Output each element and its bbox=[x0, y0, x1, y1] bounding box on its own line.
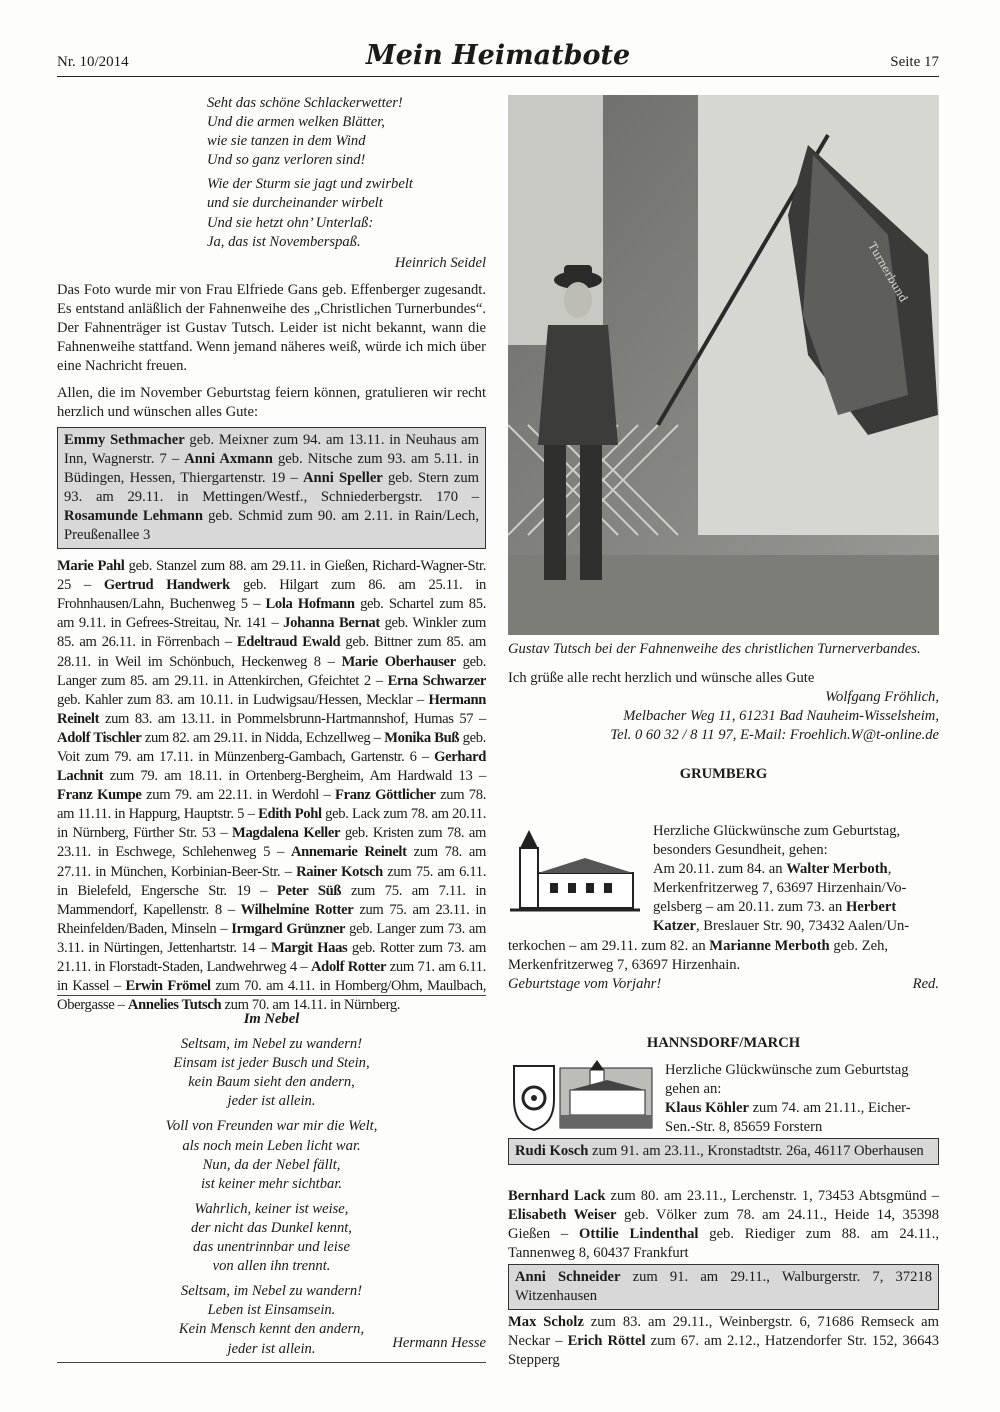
sign-contact: Tel. 0 60 32 / 8 11 97, E-Mail: Froehlich.W@t-online.de bbox=[610, 727, 939, 744]
poem-line: ist keiner mehr sichtbar. bbox=[200, 1175, 343, 1192]
person-details: geb. Schartel zum 85. am 9.11. in Gefrees-Streitau, Nr. 141 – bbox=[57, 596, 487, 632]
person-name: Edeltraud Ewald bbox=[236, 634, 341, 651]
historic-photo bbox=[508, 95, 939, 635]
person-details: zum 83. am 13.11. in Pommelsbrunn-Hartmannshof, Humas 57 – bbox=[99, 710, 486, 727]
poem-line: jeder ist allein. bbox=[227, 1340, 316, 1357]
grumberg-line bbox=[653, 917, 939, 936]
sign-name: Wolfgang Fröhlich, bbox=[825, 689, 939, 706]
divider bbox=[57, 995, 486, 996]
highlight-box-birthdays bbox=[57, 427, 486, 550]
poem-line: Voll von Freunden war mir die Welt, bbox=[165, 1118, 378, 1135]
poem-line: Ja, das ist Novemberspaß. bbox=[207, 233, 361, 250]
person-details: zum 75. am 23.11. in Rheinfelden/Baden, Minseln – bbox=[57, 901, 486, 937]
hannsdorf-emblem bbox=[510, 1060, 655, 1132]
hannsdorf-line: gehen an: bbox=[665, 1081, 722, 1098]
person-details: zum 70. am 14.11. in Nürnberg. bbox=[221, 997, 401, 1014]
poem-line: Seltsam, im Nebel zu wandern! bbox=[180, 1283, 363, 1300]
poem-line: wie sie tanzen in dem Wind bbox=[207, 133, 366, 150]
grumberg-note: Geburtstage vom Vorjahr! bbox=[508, 976, 662, 993]
hannsdorf-line: Herzliche Glückwünsche zum Geburtstag bbox=[665, 1062, 909, 1078]
poem-line: jeder ist allein. bbox=[227, 1093, 316, 1110]
newspaper-logo: Mein Heimatbote bbox=[365, 40, 631, 71]
grumberg-line: Merkenfritzerweg 7, 63697 Hirzenhain/Vo- bbox=[653, 880, 907, 897]
person-name: Peter Süß bbox=[276, 882, 342, 899]
person-name: Rudi Kosch bbox=[515, 1143, 589, 1159]
person-details: geb. Langer zum 73. am 3.11. in Nürtingen, Jettenhartstr. 14 – bbox=[57, 920, 486, 956]
sign-greeting: Ich grüße alle recht herzlich und wünsche alles Gute bbox=[508, 670, 815, 687]
issue-number: Nr. 10/2014 bbox=[57, 54, 129, 70]
person-details: geb. Stanzel zum 88. am 29.11. in Gießen, Richard-Wagner-Str. 25 – bbox=[57, 558, 486, 594]
grumberg-line: besonders Gesundheit, gehen: bbox=[653, 842, 828, 859]
person-details: geb. Kristen zum 78. am 23.11. in Eschwege, Schlehenweg 5 – bbox=[57, 825, 486, 861]
person-name: Annemarie Reinelt bbox=[290, 844, 407, 861]
highlight-box-schneider bbox=[508, 1264, 939, 1310]
poem-im-nebel bbox=[57, 1010, 486, 1359]
person-name: Erna Schwarzer bbox=[387, 672, 486, 689]
grumberg-line: Herzliche Glückwünsche zum Geburtstag, bbox=[653, 823, 901, 839]
person-name: Anni Schneider bbox=[515, 1269, 621, 1285]
poem-line: Einsam ist jeder Busch und Stein, bbox=[173, 1055, 370, 1072]
text: terkochen – am 29.11. zum 82. an bbox=[508, 938, 710, 954]
person-name: Margit Haas bbox=[271, 939, 348, 956]
grumberg-line: Merkenfritzerweg 7, 63697 Hirzenhain. bbox=[508, 957, 741, 974]
page-number: Seite 17 bbox=[890, 54, 939, 70]
grumberg-line bbox=[653, 898, 939, 917]
person-details: zum 78. am 27.11. in München, Korbinian-Beer-Str. – bbox=[57, 844, 486, 880]
person-name: Emmy Sethmacher bbox=[64, 431, 185, 448]
person-name: Marie Pahl bbox=[57, 558, 125, 575]
person-name: Walter Merboth bbox=[786, 861, 888, 878]
poem-line: das unentrinnbar und leise bbox=[193, 1239, 350, 1256]
person-name: Bernhard Lack bbox=[508, 1188, 606, 1204]
text: geb. Zeh, bbox=[829, 938, 889, 954]
poem-line: als noch mein Leben licht war. bbox=[182, 1137, 361, 1154]
person-details: zum 91. am 29.11., Walburgerstr. 7, 37218 Witzenhausen bbox=[515, 1269, 933, 1305]
person-name: Edith Pohl bbox=[258, 806, 322, 823]
left-column bbox=[57, 94, 486, 1015]
poem-author: Heinrich Seidel bbox=[394, 254, 486, 271]
poem-line: kein Baum sieht den andern, bbox=[188, 1074, 355, 1091]
birthday-list bbox=[57, 557, 486, 1015]
flag-inscription: Turnerbund bbox=[865, 240, 911, 305]
person-name: Klaus Köhler bbox=[665, 1100, 749, 1117]
person-details: geb. Voit zum 79. am 17.11. in Münzenberg-Gambach, Gartenstr. 6 – bbox=[57, 729, 486, 765]
person-name: Marie Oberhauser bbox=[341, 653, 456, 670]
editor-mark: Red. bbox=[912, 976, 939, 993]
person-details: zum 79. am 18.11. in Ortenberg-Bergheim, Am Hardwald 13 – bbox=[103, 768, 486, 785]
photo-illustration bbox=[508, 95, 939, 635]
birthday-greeting: Allen, die im November Geburtstag feiern können, gratulieren wir recht herzlich und wünschen alles Gute: bbox=[57, 385, 486, 421]
person-name: Anni Axmann bbox=[184, 450, 273, 467]
photo-note: Das Foto wurde mir von Frau Elfriede Gans geb. Effenberger zugesandt. Es entstand anläßlich der Fahnenweihe des „Christlichen Turnerbundes“. Der Fahnenträger ist Gustav Tutsch. Leider ist nicht bekannt, wann die Fahnenweihe stattfand. Wenn jemand näheres weiß, würde ich mich über eine Nachricht freuen. bbox=[57, 281, 486, 375]
poem-november bbox=[57, 94, 486, 252]
text: Am 20.11. zum 84. an bbox=[653, 861, 787, 878]
poem-line: Nun, da der Nebel fällt, bbox=[202, 1156, 341, 1173]
person-name: Hermann Reinelt bbox=[57, 691, 486, 727]
birthday-list-3 bbox=[508, 1313, 939, 1370]
person-details: geb. Kahler zum 83. am 10.11. in Ludwigsau/Hessen, Mecklar – bbox=[57, 691, 429, 708]
poem-line: Wahrlich, keiner ist weise, bbox=[194, 1200, 349, 1217]
person-name: Gerhard Lachnit bbox=[57, 749, 486, 785]
grumberg-line bbox=[508, 937, 939, 956]
person-name: Magdalena Keller bbox=[232, 825, 341, 842]
person-details: geb. Hilgart zum 86. am 25.11. in Frohnhausen/Lahn, Buchenweg 5 – bbox=[57, 577, 486, 613]
person-details: zum 80. am 23.11., Lerchenstr. 1, 73453 Abtsgmünd – bbox=[605, 1188, 940, 1204]
person-details: geb. Riediger zum 88. am 24.11., Tannenweg 8, 60437 Frankfurt bbox=[508, 1226, 939, 1262]
grumberg-note-row bbox=[508, 975, 939, 994]
person-name: Anni Speller bbox=[303, 469, 383, 486]
person-details: zum 91. am 23.11., Kronstadtstr. 26a, 46117 Oberhausen bbox=[588, 1143, 924, 1159]
person-details: zum 83. am 29.11., Weinbergstr. 6, 71686 Remseck am Neckar – bbox=[508, 1314, 939, 1350]
person-details: geb. Winkler zum 85. am 26.11. in Förrenbach – bbox=[57, 615, 487, 651]
person-details: geb. Rotter zum 73. am 21.11. in Florstadt-Staden, Landwehrweg 4 – bbox=[57, 939, 486, 976]
hannsdorf-text bbox=[665, 1061, 939, 1137]
person-name: Marianne Merboth bbox=[709, 938, 830, 954]
person-details: geb. Meixner zum 94. am 13.11. in Neuhaus am Inn, Wagnerstr. 7 – bbox=[64, 431, 479, 467]
poem-line: Seltsam, im Nebel zu wandern! bbox=[180, 1036, 363, 1053]
person-name: Rosamunde Lehmann bbox=[64, 507, 203, 524]
poem-line: von allen ihn trennt. bbox=[212, 1258, 331, 1275]
person-name: Elisabeth Weiser bbox=[508, 1207, 617, 1224]
grumberg-text-cont bbox=[508, 937, 939, 994]
person-name: Franz Göttlicher bbox=[335, 787, 436, 804]
poem-line: Wie der Sturm sie jagt und zwirbelt bbox=[207, 176, 413, 193]
person-name: Ottilie Lindenthal bbox=[579, 1226, 699, 1243]
text: gelsberg – am 20.11. zum 73. an bbox=[653, 899, 846, 916]
header-rule bbox=[57, 76, 939, 77]
person-name: Herbert bbox=[845, 899, 897, 916]
poem-title: Im Nebel bbox=[243, 1011, 300, 1027]
person-details: zum 74. am 21.11., Eicher- bbox=[748, 1100, 911, 1117]
person-details: geb. Bittner zum 85. am 28.11. in Weil im Schönbuch, Heckenweg 8 – bbox=[57, 634, 487, 670]
poem-line: und sie durcheinander wirbelt bbox=[207, 195, 383, 212]
person-name: Johanna Bernat bbox=[283, 615, 380, 632]
person-name: Gertrud Handwerk bbox=[103, 577, 230, 594]
poem-line: Seht das schöne Schlackerwetter! bbox=[207, 95, 403, 111]
person-name: Annelies Tutsch bbox=[127, 997, 222, 1014]
poem-line: Und die armen welken Blätter, bbox=[207, 114, 385, 131]
person-details: zum 70. am 4.11. in Homberg/Ohm, Maulbach, Obergasse – bbox=[57, 978, 486, 1014]
hannsdorf-line bbox=[665, 1099, 939, 1118]
person-details: zum 75. am 7.11. in Mammendorf, Kapellenstr. 8 – bbox=[57, 882, 486, 918]
highlight-box-kosch bbox=[508, 1138, 939, 1165]
person-name: Katzer bbox=[653, 918, 696, 935]
poem-line: Kein Mensch kennt den andern, bbox=[178, 1321, 365, 1338]
grumberg-church-icon bbox=[510, 828, 640, 918]
photo-caption: Gustav Tutsch bei der Fahnenweihe des christlichen Turnerverbandes. bbox=[508, 641, 921, 657]
hannsdorf-line: Sen.-Str. 8, 85659 Forstern bbox=[665, 1119, 823, 1136]
poem-line: Leben ist Einsamsein. bbox=[207, 1302, 336, 1319]
person-details: zum 82. am 29.11. in Nidda, Echzellweg – bbox=[141, 729, 385, 746]
person-name: Monika Buß bbox=[384, 729, 460, 746]
poem-line: Und so ganz verloren sind! bbox=[207, 152, 366, 169]
person-details: geb. Nitsche zum 93. am 5.11. in Büdingen, Hessen, Thiergartenstr. 19 – bbox=[64, 450, 479, 486]
grumberg-text bbox=[653, 822, 939, 937]
person-name: Lola Hofmann bbox=[265, 596, 355, 613]
person-name: Adolf Rotter bbox=[310, 959, 387, 976]
right-column bbox=[508, 640, 939, 785]
person-details: geb. Völker zum 78. am 24.11., Heide 14, 35398 Gießen – bbox=[508, 1207, 939, 1243]
person-name: Erich Röttel bbox=[567, 1333, 646, 1350]
person-details: zum 78. am 11.11. in Happurg, Hauptstr. 5 – bbox=[57, 787, 486, 823]
person-name: Max Scholz bbox=[508, 1314, 584, 1330]
person-details: geb. Lack zum 78. am 20.11. in Nürnberg, Fürther Str. 53 – bbox=[57, 806, 486, 842]
person-name: Irmgard Grünzner bbox=[231, 920, 346, 937]
person-details: zum 71. am 6.11. in Kassel – bbox=[57, 959, 486, 995]
section-title-grumberg: GRUMBERG bbox=[679, 766, 768, 783]
text: , Breslauer Str. 90, 73432 Aalen/Un- bbox=[695, 918, 910, 935]
person-details: zum 67. am 2.12., Hatzendorfer Str. 152, 36643 Stepperg bbox=[508, 1333, 939, 1369]
divider bbox=[57, 1362, 486, 1363]
person-name: Wilhelmine Rotter bbox=[240, 901, 354, 918]
person-name: Franz Kumpe bbox=[57, 787, 142, 804]
grumberg-line: Am 20.11. zum 84. an Walter Merboth, bbox=[653, 861, 892, 878]
person-name: Erwin Frömel bbox=[125, 978, 211, 995]
person-name: Adolf Tischler bbox=[57, 729, 142, 746]
person-details: geb. Schmid zum 90. am 2.11. in Rain/Lech, Preußenallee 3 bbox=[64, 507, 479, 543]
page-header bbox=[57, 40, 939, 80]
person-details: geb. Langer zum 85. am 29.11. in Attenkirchen, Gfeichtet 2 – bbox=[57, 653, 486, 689]
poem-line: der nicht das Dunkel kennt, bbox=[191, 1219, 352, 1236]
person-name: Rainer Kotsch bbox=[296, 863, 383, 880]
person-details: zum 75. am 6.11. in Bielefeld, Engersche Str. 19 – bbox=[57, 863, 486, 899]
poem-author: Hermann Hesse bbox=[392, 1335, 486, 1351]
poem-line: Und sie hetzt ohn’ Unterlaß: bbox=[207, 214, 374, 231]
sign-address: Melbacher Weg 11, 61231 Bad Nauheim-Wisselsheim, bbox=[623, 708, 939, 725]
person-details: zum 79. am 22.11. in Werdohl – bbox=[141, 787, 335, 804]
section-title-hannsdorf: HANNSDORF/MARCH bbox=[646, 1035, 801, 1051]
person-details: geb. Stern zum 93. am 29.11. in Mettingen/Westf., Schniederbergstr. 170 – bbox=[64, 469, 480, 505]
birthday-list-2 bbox=[508, 1187, 939, 1263]
